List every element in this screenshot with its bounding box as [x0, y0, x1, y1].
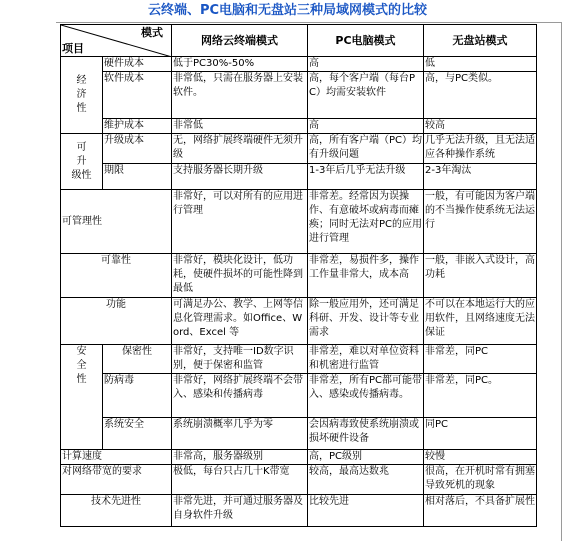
- cell-diskless: 较慢: [424, 450, 537, 465]
- table-row: [61, 345, 537, 374]
- table-row: [61, 254, 537, 298]
- cell-diskless: 较高: [424, 119, 537, 134]
- row-label: 技术先进性: [61, 495, 172, 527]
- cell-pc: 非常差，易损件多，操作工作量非常大，成本高: [308, 254, 424, 298]
- table-row: [61, 495, 537, 527]
- header-item-label: 项目: [62, 42, 84, 55]
- row-label: 对网络带宽的要求: [61, 465, 172, 495]
- cell-cloud: 非常低: [172, 119, 308, 134]
- table-row: [61, 134, 537, 164]
- cell-diskless: 低: [424, 57, 537, 72]
- cell-cloud: 可满足办公、教学、上网等信息化管理需求。如Office、Word、Excel 等: [172, 298, 308, 345]
- cell-cloud: 非常好，模块化设计，低功耗，使硬件损坏的可能性降到最低: [172, 254, 308, 298]
- row-label: 软件成本: [103, 72, 172, 119]
- row-label: 防病毒: [103, 374, 172, 418]
- cell-pc: 高，PC级别: [308, 450, 424, 465]
- row-label: 维护成本: [103, 119, 172, 134]
- cell-pc: 高，所有客户端（PC）均有升级问题: [308, 134, 424, 164]
- row-label: 可管理性: [61, 190, 172, 254]
- table-row: [61, 450, 537, 465]
- row-label: 硬件成本: [103, 57, 172, 72]
- cell-diskless: 高，与PC类似。: [424, 72, 537, 119]
- table-row: [61, 72, 537, 119]
- row-label: 保密性: [103, 345, 172, 374]
- row-label: 计算速度: [61, 450, 172, 465]
- cell-diskless: 同PC: [424, 418, 537, 450]
- cell-pc: 较高，最高达数兆: [308, 465, 424, 495]
- cell-pc: 会因病毒致使系统崩溃或损坏硬件设备: [308, 418, 424, 450]
- comparison-table: [60, 24, 537, 527]
- cell-pc: 高，每个客户端（每台PC）均需安装软件: [308, 72, 424, 119]
- header-mode-label: 模式: [141, 26, 163, 39]
- table-row: [61, 418, 537, 450]
- header-pc: PC电脑模式: [308, 25, 424, 57]
- group-economy: 经 济 性: [61, 57, 103, 134]
- cell-diskless: 不可以在本地运行大的应用软件，且网络速度无法保证: [424, 298, 537, 345]
- cell-diskless: 非常差，同PC: [424, 345, 537, 374]
- row-label: 可靠性: [61, 254, 172, 298]
- cell-diskless: 一般，非嵌入式设计，高功耗: [424, 254, 537, 298]
- cell-diskless: 一般，有可能因为客户端的不当操作使系统无法运行: [424, 190, 537, 254]
- cell-cloud: 非常好，可以对所有的应用进行管理: [172, 190, 308, 254]
- row-label: 功能: [61, 298, 172, 345]
- header-cloud-terminal: 网络云终端模式: [172, 25, 308, 57]
- cell-cloud: 非常高，服务器级别: [172, 450, 308, 465]
- row-label: 系统安全: [103, 418, 172, 450]
- table-row: [61, 164, 537, 190]
- cell-cloud: 非常低，只需在服务器上安装软件。: [172, 72, 308, 119]
- cell-pc: 高: [308, 119, 424, 134]
- cell-cloud: 无，网络扩展终端硬件无须升级: [172, 134, 308, 164]
- table-row: [61, 119, 537, 134]
- cell-diskless: 2-3年淘汰: [424, 164, 537, 190]
- table-row: [61, 298, 537, 345]
- header-corner-cell: [61, 25, 172, 57]
- table-row: [61, 190, 537, 254]
- cell-cloud: 非常先进，并可通过服务器及自身软件升级: [172, 495, 308, 527]
- cell-diskless: 几乎无法升级，且无法适应各种操作系统: [424, 134, 537, 164]
- cell-cloud: 支持服务器长期升级: [172, 164, 308, 190]
- cell-cloud: 非常好，支持唯一ID数字识别，便于保密和监管: [172, 345, 308, 374]
- group-upgrade: 可 升 级性: [61, 134, 103, 190]
- cell-pc: 高: [308, 57, 424, 72]
- table-row: [61, 57, 537, 72]
- cell-diskless: 相对落后，不具备扩展性: [424, 495, 537, 527]
- header-diskless: 无盘站模式: [424, 25, 537, 57]
- header-row: [61, 25, 537, 57]
- cell-pc: 非常差，所有PC都可能带入、感染或传播病毒。: [308, 374, 424, 418]
- table-row: [61, 374, 537, 418]
- group-security: 安 全 性: [61, 345, 103, 450]
- cell-cloud: 非常好，网络扩展终端不会带入、感染和传播病毒: [172, 374, 308, 418]
- cell-pc: 非常差。经常因为误操作、有意破坏或病毒而瘫痪；同时无法对PC的应用进行管理: [308, 190, 424, 254]
- cell-pc: 除一般应用外，还可满足科研、开发、设计等专业需求: [308, 298, 424, 345]
- table-row: [61, 465, 537, 495]
- cell-pc: 非常差，难以对单位资料和机密进行监管: [308, 345, 424, 374]
- cell-cloud: 极低，每台只占几十K带宽: [172, 465, 308, 495]
- cell-pc: 比较先进: [308, 495, 424, 527]
- row-label: 升级成本: [103, 134, 172, 164]
- cell-pc: 1-3年后几乎无法升级: [308, 164, 424, 190]
- cell-diskless: 很高，在开机时常有拥塞导致死机的现象: [424, 465, 537, 495]
- cell-cloud: 低于PC30%-50%: [172, 57, 308, 72]
- cell-cloud: 系统崩溃概率几乎为零: [172, 418, 308, 450]
- row-label: 期限: [103, 164, 172, 190]
- page-title: 云终端、PC电脑和无盘站三种局域网模式的比较: [147, 3, 428, 18]
- cell-diskless: 非常差，同PC。: [424, 374, 537, 418]
